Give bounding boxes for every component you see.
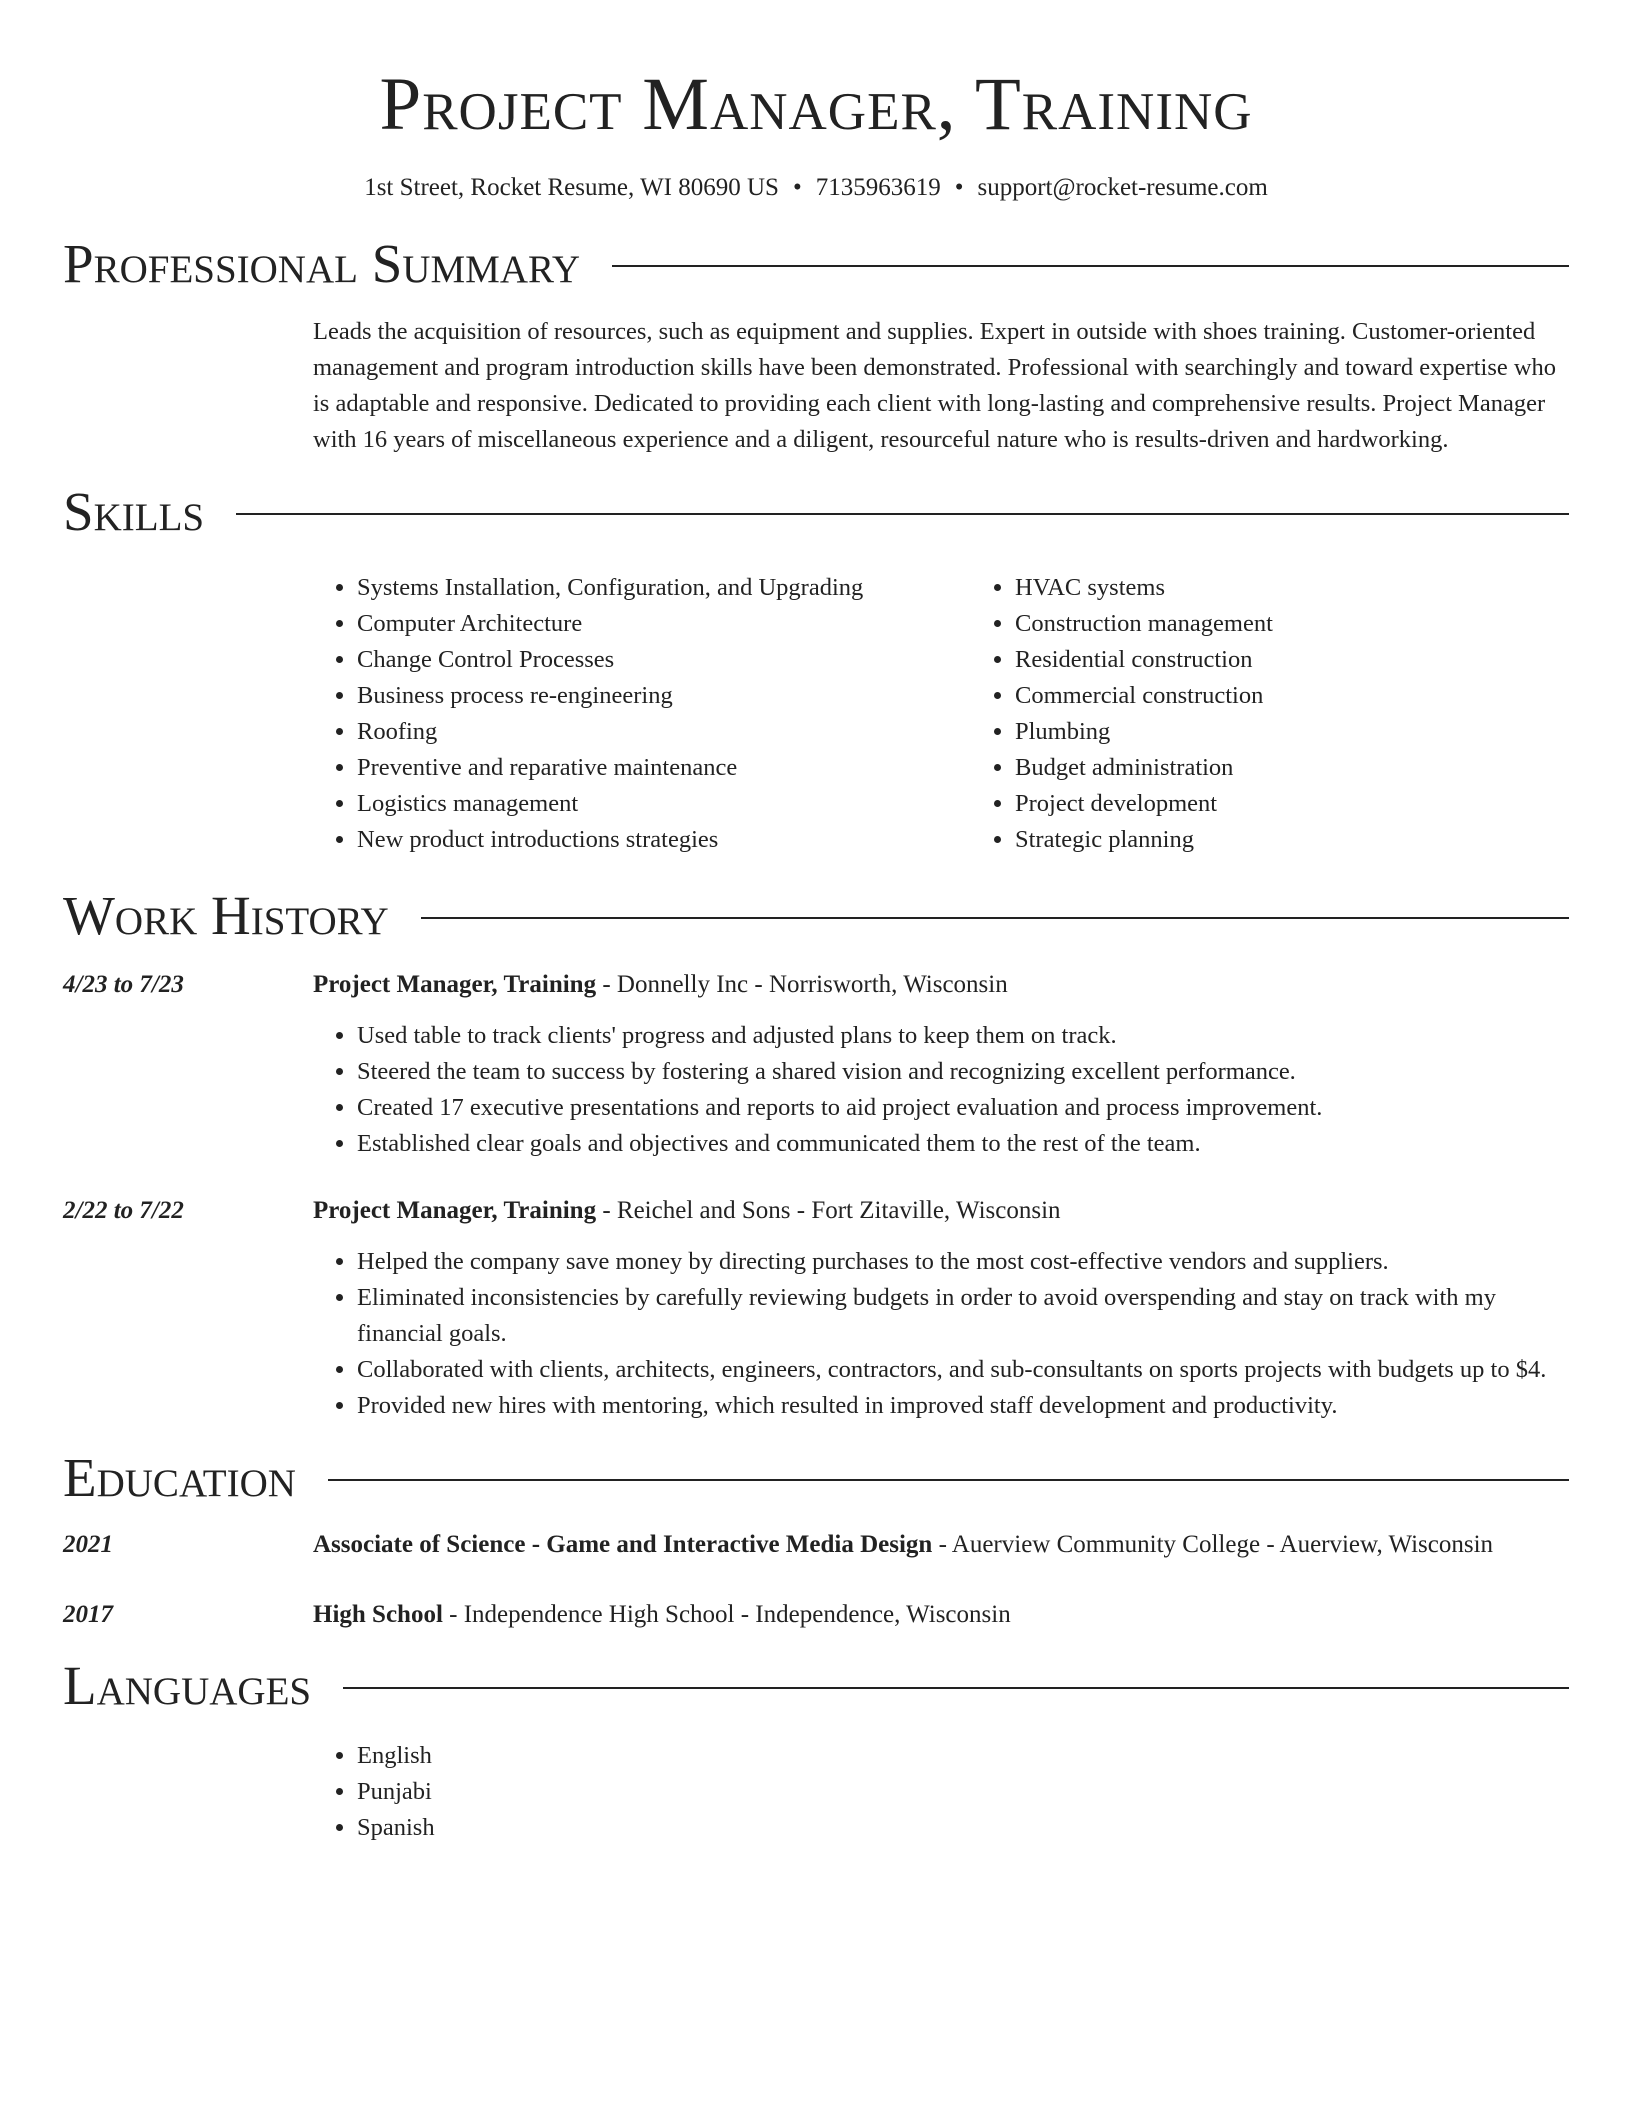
contact-line [63,172,1569,204]
languages-section [63,1656,1569,1846]
skill-item: • Roofing [357,714,971,750]
separator: • [954,174,964,201]
job-details [313,966,1569,1162]
job-bullet: • Collaborated with clients, architects, engineers, contractors, and sub-consultants on sports projects with budgets up to $4. [357,1352,1569,1388]
section-title: Skills [63,481,205,542]
languages-row [63,1738,1569,1846]
section-title: Languages [63,1655,312,1716]
work-history-section [63,886,1569,1424]
job-title-line [313,966,1569,1004]
section-title: Education [63,1447,296,1508]
education-year: 2017 [63,1601,113,1628]
education-degree: Associate of Science - Game and Interactive Media Design [313,1531,933,1558]
skill-item: • Budget administration [1015,750,1629,786]
section-header [63,482,1569,542]
education-degree: High School [313,1601,443,1628]
job-dates: 4/23 to 7/23 [63,971,184,998]
skills-row [63,570,1569,858]
skill-item: • Business process re-engineering [357,678,971,714]
summary-section [63,234,1569,458]
skill-item: • Preventive and reparative maintenance [357,750,971,786]
summary-text: Leads the acquisition of resources, such as equipment and supplies. Expert in outside with shoes training. Customer-oriented management and program introduction skills have been demonstrated. Professional with searchingly and toward expertise who is adaptable and responsive. Dedicated to providing each client with long-lasting and comprehensive results. Project Manager with 16 years of miscellaneous experience and a diligent, resourceful nature who is results-driven and hardworking. [313,318,1557,453]
education-details [313,1596,1569,1634]
skills-list-left [313,570,971,858]
skills-columns [313,570,1629,858]
skill-item: • Strategic planning [1015,822,1629,858]
education-entry [63,1526,1569,1564]
skills-section [63,482,1569,858]
job-bullet: • Used table to track clients' progress and adjusted plans to keep them on track. [357,1018,1569,1054]
left-column [63,314,313,458]
education-entry [63,1596,1569,1634]
summary-row [63,314,1569,458]
email: support@rocket-resume.com [977,174,1268,201]
section-header [63,1656,1569,1716]
education-details [313,1526,1569,1564]
section-title: Work History [63,885,389,946]
skill-item: • Plumbing [1015,714,1629,750]
education-school: - Independence High School - Independence, Wisconsin [442,1601,1011,1628]
job-employer: - Reichel and Sons - Fort Zitaville, Wisconsin [596,1197,1061,1224]
skill-item: • New product introductions strategies [357,822,971,858]
job-bullet: • Created 17 executive presentations and reports to aid project evaluation and process improvement. [357,1090,1569,1126]
section-divider [236,513,1569,515]
skill-item: • Logistics management [357,786,971,822]
address: 1st Street, Rocket Resume, WI 80690 US [364,174,779,201]
section-header [63,1448,1569,1508]
job-bullets [313,1244,1569,1424]
language-item: • English [357,1738,1569,1774]
job-bullet: • Eliminated inconsistencies by carefully reviewing budgets in order to avoid overspending and stay on track with my financial goals. [357,1280,1569,1352]
language-item: • Punjabi [357,1774,1569,1810]
section-divider [328,1479,1569,1481]
left-column [63,570,313,858]
education-year: 2021 [63,1531,113,1558]
job-dates: 2/22 to 7/22 [63,1197,184,1224]
languages-list [313,1738,1569,1846]
right-column [313,314,1569,458]
skill-item: • HVAC systems [1015,570,1629,606]
section-divider [612,265,1569,267]
education-school: - Auerview Community College - Auerview, Wisconsin [932,1531,1494,1558]
job-entry [63,966,1569,1162]
job-title-line [313,1192,1569,1230]
skill-item: • Residential construction [1015,642,1629,678]
section-divider [343,1687,1569,1689]
left-column [63,1738,313,1846]
skill-item: • Change Control Processes [357,642,971,678]
skill-item: • Systems Installation, Configuration, and Upgrading [357,570,971,606]
job-role: Project Manager, Training [313,971,597,998]
phone: 7135963619 [815,174,941,201]
education-section [63,1448,1569,1634]
section-header [63,886,1569,946]
job-role: Project Manager, Training [313,1197,597,1224]
skill-item: • Construction management [1015,606,1629,642]
job-entry [63,1192,1569,1424]
job-bullets [313,1018,1569,1162]
separator: • [792,174,802,201]
job-bullet: • Established clear goals and objectives and communicated them to the rest of the team. [357,1126,1569,1162]
skills-list-right [971,570,1629,858]
skill-item: • Project development [1015,786,1629,822]
resume-header [63,60,1569,204]
section-header [63,234,1569,294]
job-bullet: • Helped the company save money by directing purchases to the most cost-effective vendors and suppliers. [357,1244,1569,1280]
section-divider [421,917,1569,919]
job-details [313,1192,1569,1424]
right-column [313,1738,1569,1846]
job-employer: - Donnelly Inc - Norrisworth, Wisconsin [596,971,1008,998]
job-bullet: • Steered the team to success by fostering a shared vision and recognizing excellent performance. [357,1054,1569,1090]
candidate-name: Project Manager, Training [379,63,1253,146]
section-title: Professional Summary [63,233,581,294]
skill-item: • Commercial construction [1015,678,1629,714]
job-bullet: • Provided new hires with mentoring, which resulted in improved staff development and productivity. [357,1388,1569,1424]
language-item: • Spanish [357,1810,1569,1846]
skill-item: • Computer Architecture [357,606,971,642]
